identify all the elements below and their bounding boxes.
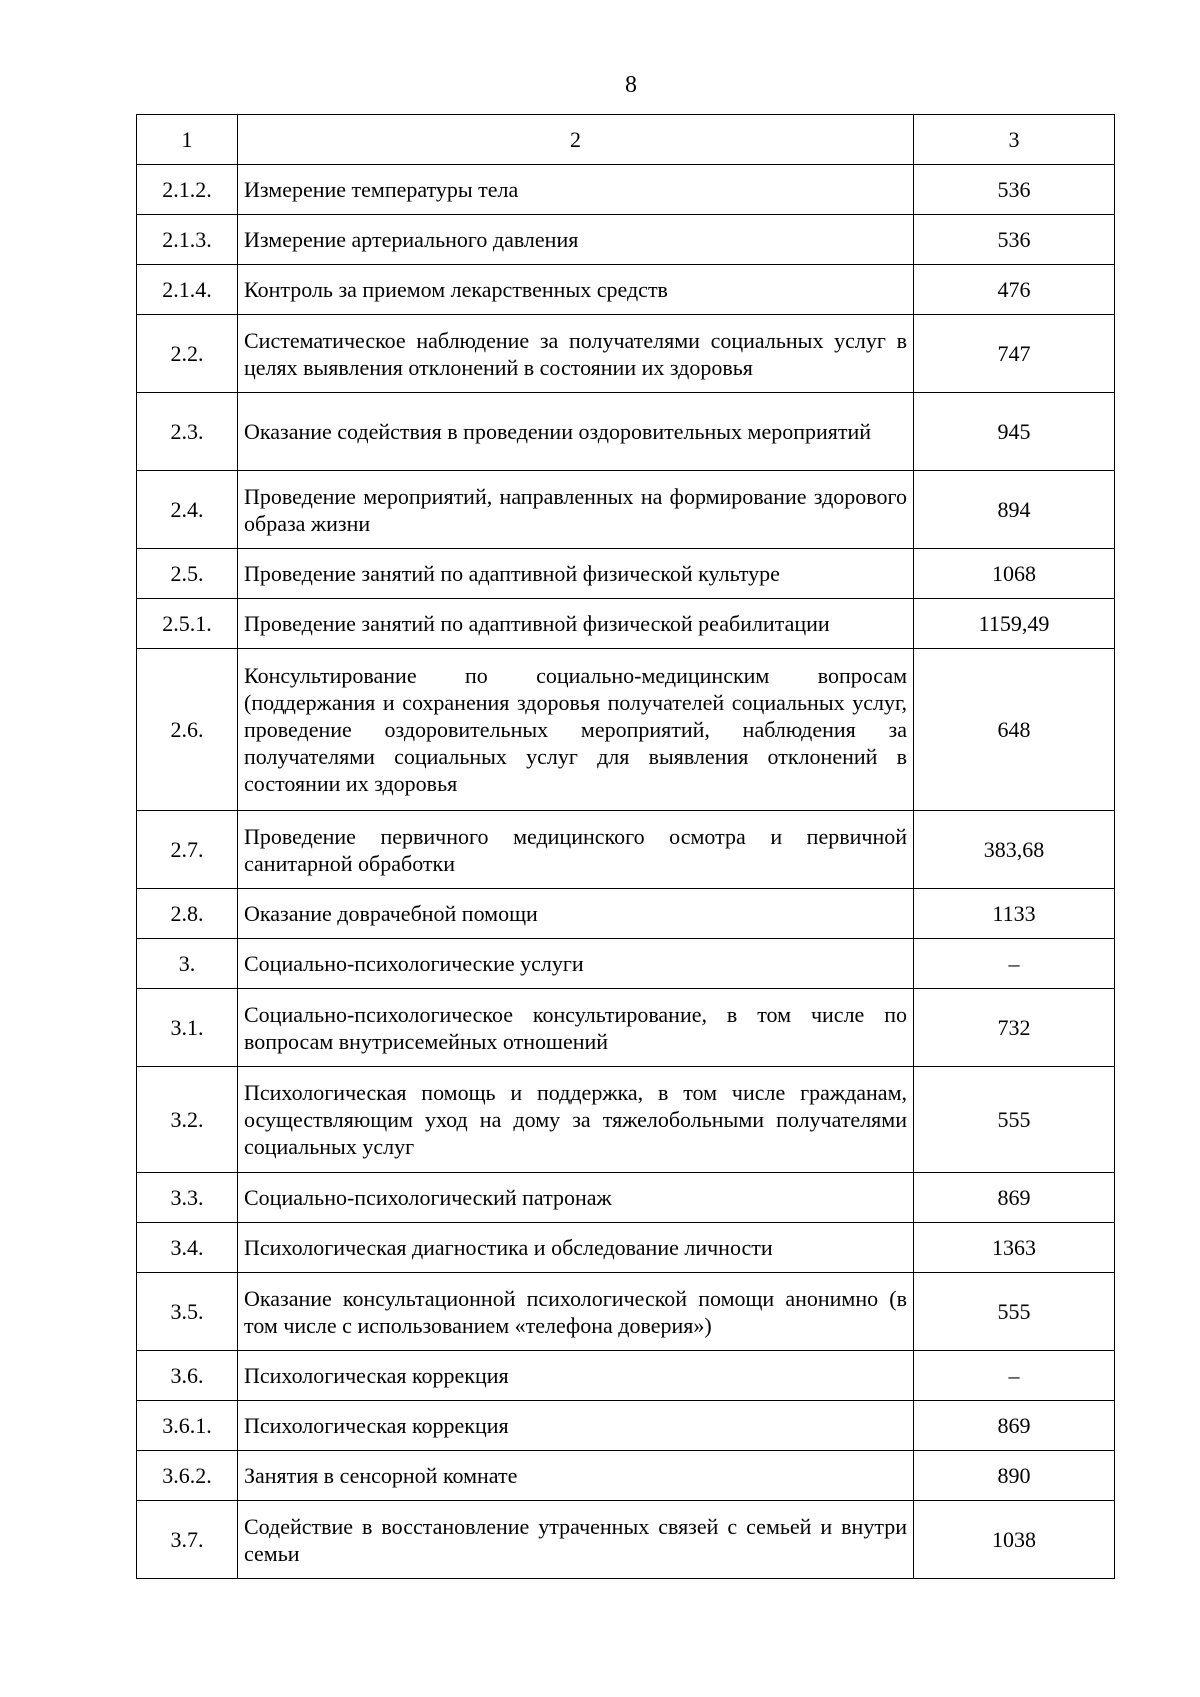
- item-number: 3.6.2.: [137, 1451, 238, 1501]
- service-name: Содействие в восстановление утраченных связей с семьей и внутри семьи: [238, 1501, 914, 1579]
- service-name: Оказание доврачебной помощи: [238, 889, 914, 939]
- table-row: [137, 165, 1115, 215]
- service-value: 383,68: [914, 811, 1115, 889]
- service-value: 732: [914, 989, 1115, 1067]
- item-number: 3.6.1.: [137, 1401, 238, 1451]
- table-row: [137, 989, 1115, 1067]
- service-name: Социально-психологические услуги: [238, 939, 914, 989]
- item-number: 3.6.: [137, 1351, 238, 1401]
- service-name: Проведение первичного медицинского осмотра и первичной санитарной обработки: [238, 811, 914, 889]
- service-name: Систематическое наблюдение за получателями социальных услуг в целях выявления отклонений в состоянии их здоровья: [238, 315, 914, 393]
- table-row: [137, 649, 1115, 811]
- item-number: 3.2.: [137, 1067, 238, 1173]
- service-name: Психологическая диагностика и обследование личности: [238, 1223, 914, 1273]
- table-row: [137, 549, 1115, 599]
- service-name: Занятия в сенсорной комнате: [238, 1451, 914, 1501]
- item-number: 2.1.3.: [137, 215, 238, 265]
- item-number: 3.: [137, 939, 238, 989]
- service-value: 536: [914, 165, 1115, 215]
- table-row: [137, 1351, 1115, 1401]
- table-row: [137, 215, 1115, 265]
- table-row: [137, 1451, 1115, 1501]
- service-value: 945: [914, 393, 1115, 471]
- service-name: Психологическая коррекция: [238, 1351, 914, 1401]
- service-value: 648: [914, 649, 1115, 811]
- service-value: 555: [914, 1273, 1115, 1351]
- service-name: Проведение занятий по адаптивной физической реабилитации: [238, 599, 914, 649]
- column-name-header: 2: [238, 115, 914, 165]
- table-row: [137, 811, 1115, 889]
- service-value: 894: [914, 471, 1115, 549]
- page-number: 8: [625, 72, 637, 98]
- table-row: [137, 471, 1115, 549]
- item-number: 3.4.: [137, 1223, 238, 1273]
- services-tariff-table: [136, 114, 1115, 1579]
- table-row: [137, 1273, 1115, 1351]
- service-name: Измерение артериального давления: [238, 215, 914, 265]
- item-number: 3.1.: [137, 989, 238, 1067]
- service-name: Измерение температуры тела: [238, 165, 914, 215]
- table-row: [137, 265, 1115, 315]
- column-number-header: 1: [137, 115, 238, 165]
- service-value: 555: [914, 1067, 1115, 1173]
- service-value: 747: [914, 315, 1115, 393]
- item-number: 2.2.: [137, 315, 238, 393]
- service-name: Оказание содействия в проведении оздоровительных мероприятий: [238, 393, 914, 471]
- table-row: [137, 315, 1115, 393]
- table-row: [137, 889, 1115, 939]
- service-value: –: [914, 939, 1115, 989]
- item-number: 2.1.4.: [137, 265, 238, 315]
- table-row: [137, 939, 1115, 989]
- table-row: [137, 393, 1115, 471]
- service-name: Проведение занятий по адаптивной физической культуре: [238, 549, 914, 599]
- service-name: Контроль за приемом лекарственных средств: [238, 265, 914, 315]
- item-number: 2.8.: [137, 889, 238, 939]
- item-number: 3.7.: [137, 1501, 238, 1579]
- service-name: Оказание консультационной психологической помощи анонимно (в том числе с использованием «телефона доверия»): [238, 1273, 914, 1351]
- service-value: 1363: [914, 1223, 1115, 1273]
- table-row: [137, 1173, 1115, 1223]
- item-number: 3.5.: [137, 1273, 238, 1351]
- service-name: Консультирование по социально-медицинским вопросам (поддержания и сохранения здоровья получателей социальных услуг, проведение оздоровительных мероприятий, наблюдения за получателями социальных услуг для выявления отклонений в состоянии их здоровья: [238, 649, 914, 811]
- item-number: 2.5.1.: [137, 599, 238, 649]
- service-name: Социально-психологический патронаж: [238, 1173, 914, 1223]
- service-value: 869: [914, 1401, 1115, 1451]
- column-value-header: 3: [914, 115, 1115, 165]
- service-value: 1068: [914, 549, 1115, 599]
- table-row: [137, 1067, 1115, 1173]
- item-number: 3.3.: [137, 1173, 238, 1223]
- table-header-row: [137, 115, 1115, 165]
- service-value: 476: [914, 265, 1115, 315]
- service-value: 536: [914, 215, 1115, 265]
- item-number: 2.1.2.: [137, 165, 238, 215]
- item-number: 2.6.: [137, 649, 238, 811]
- item-number: 2.3.: [137, 393, 238, 471]
- table-row: [137, 599, 1115, 649]
- service-value: 1038: [914, 1501, 1115, 1579]
- table-row: [137, 1223, 1115, 1273]
- item-number: 2.5.: [137, 549, 238, 599]
- service-value: 1159,49: [914, 599, 1115, 649]
- service-name: Социально-психологическое консультирование, в том числе по вопросам внутрисемейных отношений: [238, 989, 914, 1067]
- item-number: 2.7.: [137, 811, 238, 889]
- service-name: Психологическая коррекция: [238, 1401, 914, 1451]
- table-row: [137, 1501, 1115, 1579]
- service-value: –: [914, 1351, 1115, 1401]
- service-name: Психологическая помощь и поддержка, в том числе гражданам, осуществляющим уход на дому за тяжелобольными получателями социальных услуг: [238, 1067, 914, 1173]
- item-number: 2.4.: [137, 471, 238, 549]
- table-row: [137, 1401, 1115, 1451]
- service-value: 890: [914, 1451, 1115, 1501]
- service-value: 1133: [914, 889, 1115, 939]
- service-value: 869: [914, 1173, 1115, 1223]
- service-name: Проведение мероприятий, направленных на формирование здорового образа жизни: [238, 471, 914, 549]
